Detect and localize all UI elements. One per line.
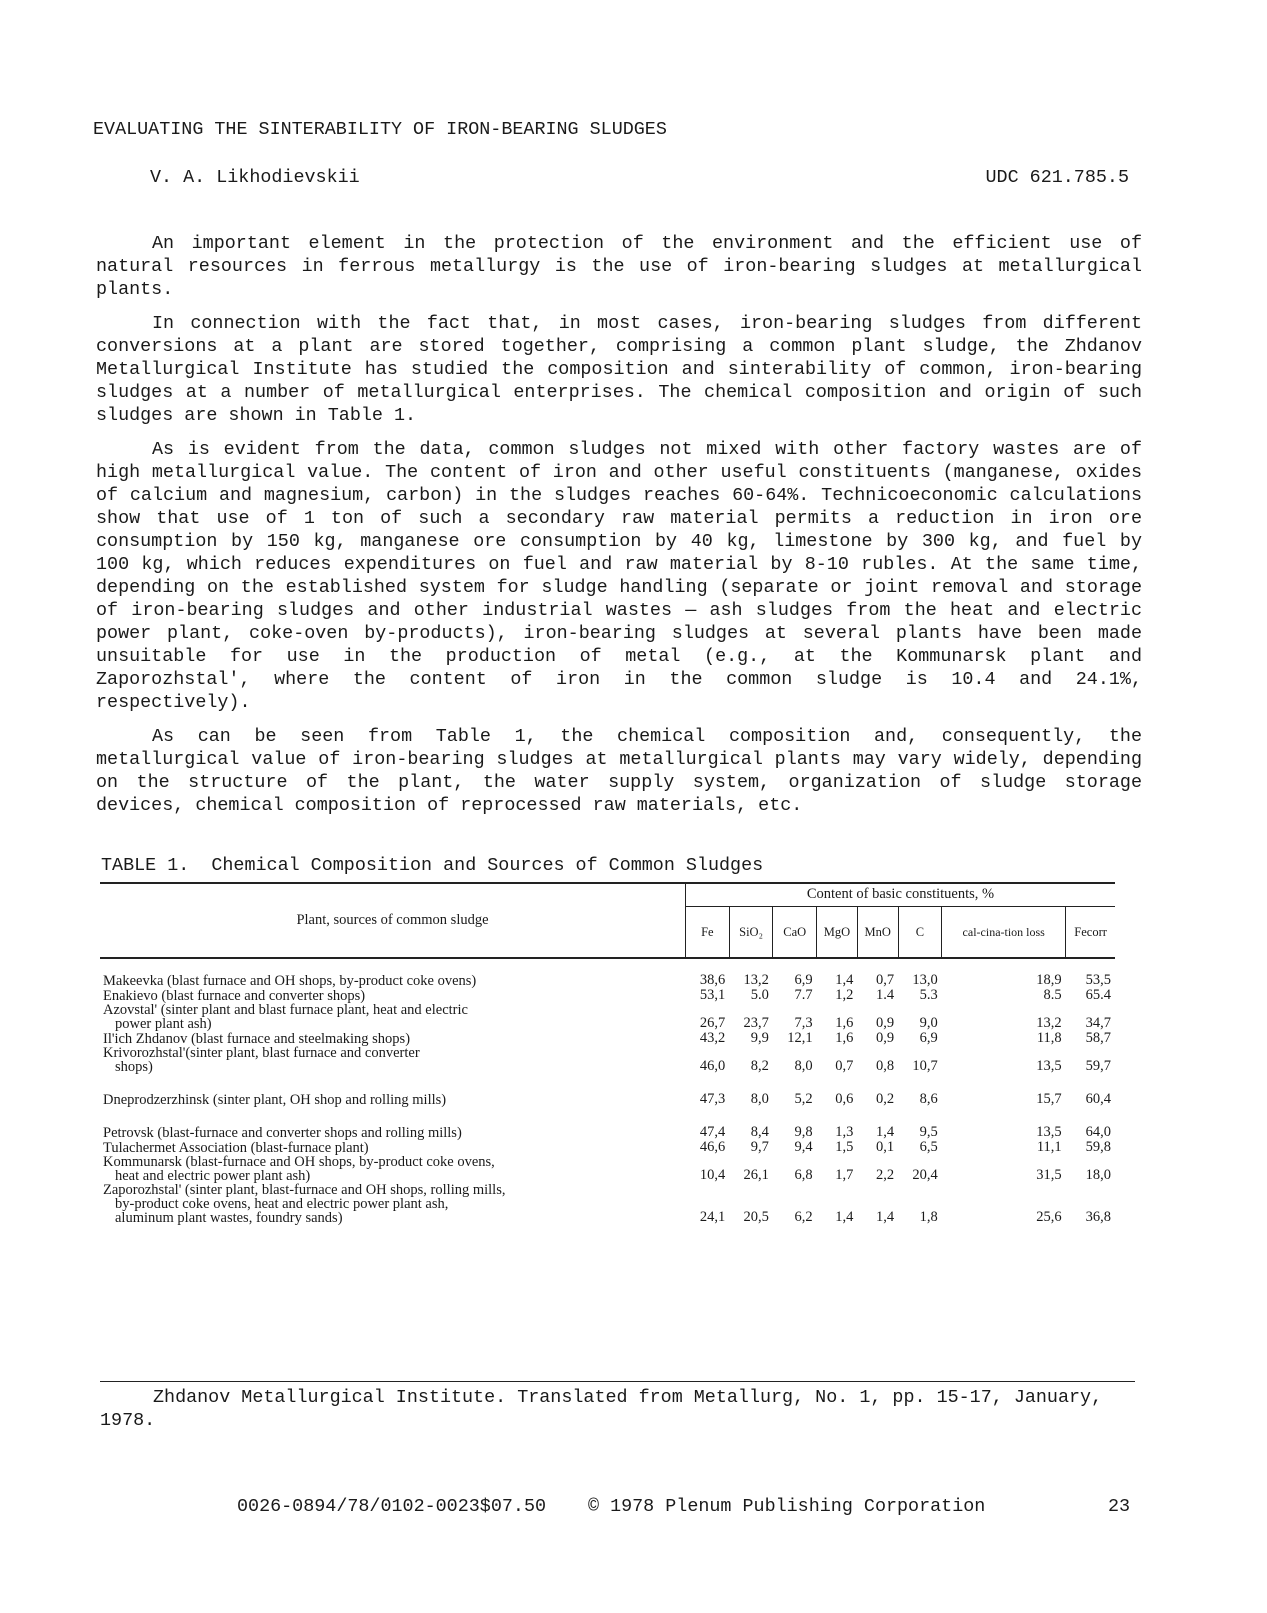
plant-cell [100,1031,686,1046]
value-cell: 0,9 [875,1015,895,1031]
composition-table [100,882,1115,1231]
value-cell: 15,7 [1036,1091,1062,1107]
plant-line: Tulachermet Association (blast-furnace plant) [103,1140,369,1156]
value-cell: 25,6 [1036,1209,1062,1225]
plant-line: Krivorozhstal'(sinter plant, blast furnace and converter [103,1045,420,1061]
value-cell: 10,4 [699,1167,726,1183]
column-header: Fe [686,907,730,959]
table-1 [100,882,1115,1231]
table-row [100,1092,1115,1107]
table-row [100,1031,1115,1046]
row-spacer [100,1107,1115,1125]
value-cell: 53,1 [699,987,726,1003]
plant-line: power plant ash) [115,1016,212,1032]
value-cell: 1,6 [835,1015,854,1031]
table-caption: TABLE 1. Chemical Composition and Sources of Common Sludges [101,855,764,876]
value-cell: 8.5 [1043,987,1062,1003]
value-cell: 9,5 [919,1124,938,1140]
copyright: © 1978 Plenum Publishing Corporation [588,1496,986,1517]
plant-line: aluminum plant wastes, foundry sands) [115,1210,343,1226]
plant-line: Kommunarsk (blast-furnace and OH shops, by-product coke ovens, [103,1154,495,1170]
table-row [100,988,1115,1003]
value-cell: 0,1 [875,1139,895,1155]
plant-cell [100,958,686,988]
spacer-cell [100,1074,1115,1092]
udc-code: UDC 621.785.5 [985,167,1129,188]
table-row [100,958,1115,988]
spacer-cell [100,1107,1115,1125]
column-header: C [898,907,942,959]
value-cell: 1,4 [835,972,854,988]
content-header: Content of basic constituents, % [686,883,1116,907]
value-cell: 23,7 [743,1015,769,1031]
value-cell: 1,5 [835,1139,854,1155]
value-cell: 1,6 [835,1030,854,1046]
value-cell: 8,0 [794,1058,813,1074]
value-cell: 1,4 [835,1209,854,1225]
value-cell: 6,8 [794,1167,813,1183]
value-cell: 53,5 [1085,972,1111,988]
value-cell: 65.4 [1085,987,1111,1003]
plant-line: Petrovsk (blast-furnace and converter shops and rolling mills) [103,1125,462,1141]
value-cell: 0,6 [835,1091,854,1107]
value-cell: 31,5 [1036,1167,1062,1183]
value-cell: 1,8 [919,1209,938,1225]
value-cell: 8,0 [750,1091,769,1107]
value-cell: 0,7 [875,972,895,988]
value-cell: 2,2 [875,1167,895,1183]
value-cell: 59,7 [1085,1058,1111,1074]
value-cell: 1,4 [875,1209,895,1225]
column-header: CaO [773,907,817,959]
plant-cell [100,1125,686,1140]
value-cell: 47,3 [699,1091,726,1107]
value-cell: 18,9 [1036,972,1062,988]
plant-line: shops) [115,1059,153,1075]
page-number: 23 [1108,1496,1131,1517]
value-cell: 1,3 [835,1124,854,1140]
column-header: MnO [857,907,898,959]
value-cell: 9,7 [750,1139,769,1155]
article-body [96,232,1142,828]
paragraph: In connection with the fact that, in most cases, iron-bearing sludges from different conversions at a plant are stored together, comprising a common plant sludge, the Zhdanov Metallurgical Institute has studied the composition and sinterability of common, iron-bearing sludges at a number of metallurgical enterprises. The chemical composition and origin of such sludges are shown in Table 1. [96,313,1142,426]
value-cell: 9,9 [750,1030,769,1046]
value-cell: 58,7 [1085,1030,1111,1046]
plant-line: Il'ich Zhdanov (blast furnace and steelmaking shops) [103,1031,411,1047]
value-cell: 26,1 [743,1167,769,1183]
value-cell: 64,0 [1085,1124,1111,1140]
value-cell: 6,9 [794,972,813,988]
value-cell: 13,5 [1036,1058,1062,1074]
value-cell: 5,2 [794,1091,813,1107]
value-cell: 9,0 [919,1015,938,1031]
author: V. A. Likhodievskii [150,167,360,188]
paragraph: As can be seen from Table 1, the chemical composition and, consequently, the metallurgical value of iron-bearing sludges at metallurgical plants may vary widely, depending on the structure of the plant, the water supply system, organization of sludge storage devices, chemical composition of reprocessed raw materials, etc. [96,726,1142,816]
article-title: EVALUATING THE SINTERABILITY OF IRON-BEARING SLUDGES [93,119,667,140]
table-row [100,1140,1115,1155]
value-cell: 18,0 [1085,1167,1111,1183]
plant-line: by-product coke ovens, heat and electric power plant ash, [115,1196,449,1212]
value-cell: 8,6 [919,1091,938,1107]
plant-line: Dneprodzerzhinsk (sinter plant, OH shop and rolling mills) [103,1092,447,1108]
value-cell: 7,3 [794,1015,813,1031]
value-cell: 13,0 [912,972,938,988]
value-cell: 6,2 [794,1209,813,1225]
value-cell: 43,2 [699,1030,726,1046]
value-cell: 26,7 [699,1015,726,1031]
column-header: Fecorr [1074,924,1107,939]
value-cell: 38,6 [699,972,726,988]
plant-cell [100,1092,686,1107]
plant-cell [100,988,686,1003]
plant-line: Makeevka (blast furnace and OH shops, by-product coke ovens) [103,973,477,989]
table-row [100,1125,1115,1140]
value-cell: 11,8 [1036,1030,1062,1046]
table-row [100,1183,1115,1231]
publication-code: 0026-0894/78/0102-0023$07.50 [237,1496,547,1517]
footnote-rule [100,1381,1135,1382]
value-cell: 1.4 [875,987,895,1003]
value-cell: 1,2 [835,987,854,1003]
value-cell: 47,4 [699,1124,726,1140]
table-row [100,1046,1115,1074]
value-cell: 0,2 [875,1091,895,1107]
value-cell: 34,7 [1085,1015,1111,1031]
table-row [100,1155,1115,1183]
value-cell: 7.7 [794,987,813,1003]
value-cell: 46,0 [699,1058,726,1074]
value-cell: 13,2 [743,972,769,988]
value-cell: 59,8 [1085,1139,1111,1155]
value-cell: 9,4 [794,1139,813,1155]
value-cell: 1,4 [875,1124,895,1140]
plant-cell [100,1046,686,1074]
value-cell: 5.0 [750,987,769,1003]
value-cell: 60,4 [1085,1091,1111,1107]
plant-cell [100,1003,686,1031]
column-header: MgO [817,907,858,959]
paragraph: An important element in the protection of the environment and the efficient use of natural resources in ferrous metallurgy is the use of iron-bearing sludges at metallurgical plants. [96,233,1142,300]
plant-line: Enakievo (blast furnace and converter shops) [103,988,366,1004]
value-cell: 13,5 [1036,1124,1062,1140]
value-cell: 1,7 [835,1167,854,1183]
value-cell: 8,2 [750,1058,769,1074]
plant-cell [100,1140,686,1155]
table-body [100,958,1115,1231]
value-cell: 5.3 [919,987,938,1003]
value-cell: 6,5 [919,1139,938,1155]
column-header: SiO₂ [729,907,773,959]
value-cell: 20,5 [743,1209,769,1225]
value-cell: 12,1 [787,1030,813,1046]
value-cell: 6,9 [919,1030,938,1046]
value-cell: 0,7 [835,1058,854,1074]
value-cell: 13,2 [1036,1015,1062,1031]
value-cell: 0,9 [875,1030,895,1046]
plant-line: heat and electric power plant ash) [115,1168,311,1184]
value-cell: 36,8 [1085,1209,1111,1225]
table-row [100,1003,1115,1031]
value-cell: 46,6 [699,1139,726,1155]
value-cell: 20,4 [912,1167,938,1183]
plant-cell [100,1183,686,1231]
value-cell: 0,8 [875,1058,895,1074]
value-cell: 8,4 [750,1124,769,1140]
plant-line: Azovstal' (sinter plant and blast furnace plant, heat and electric [103,1002,468,1018]
paragraph: As is evident from the data, common sludges not mixed with other factory wastes are of high metallurgical value. The content of iron and other useful constituents (manganese, oxides of calcium and magnesium, carbon) in the sludges reaches 60-64%. Technicoeconomic calculations show that use of 1 ton of such a secondary raw material permits a reduction in iron ore consumption by 150 kg, manganese ore consumption by 40 kg, limestone by 300 kg, and fuel by 100 kg, which reduces expenditures on fuel and raw material by 8-10 rubles. At the same time, depending on the established system for sludge handling (separate or joint removal and storage of iron-bearing sludges and other industrial wastes — ash sludges from the heat and electric power plant, coke-oven by-products), iron-bearing sludges at several plants have been made unsuitable for use in the production of metal (e.g., at the Kommunarsk plant and Zaporozhstal', where the content of iron in the common sludge is 10.4 and 24.1%, respectively). [96,439,1142,713]
column-header: cal-cina-tion loss [942,907,1066,959]
footnote: Zhdanov Metallurgical Institute. Translated from Metallurg, No. 1, pp. 15-17, January, 1978. [100,1387,1103,1431]
value-cell: 24,1 [699,1209,726,1225]
plant-column-header: Plant, sources of common sludge [100,883,686,958]
value-cell: 10,7 [912,1058,938,1074]
value-cell: 9,8 [794,1124,813,1140]
plant-cell [100,1155,686,1183]
value-cell: 11,1 [1036,1139,1062,1155]
row-spacer [100,1074,1115,1092]
plant-line: Zaporozhstal' (sinter plant, blast-furnace and OH shops, rolling mills, [103,1182,506,1198]
